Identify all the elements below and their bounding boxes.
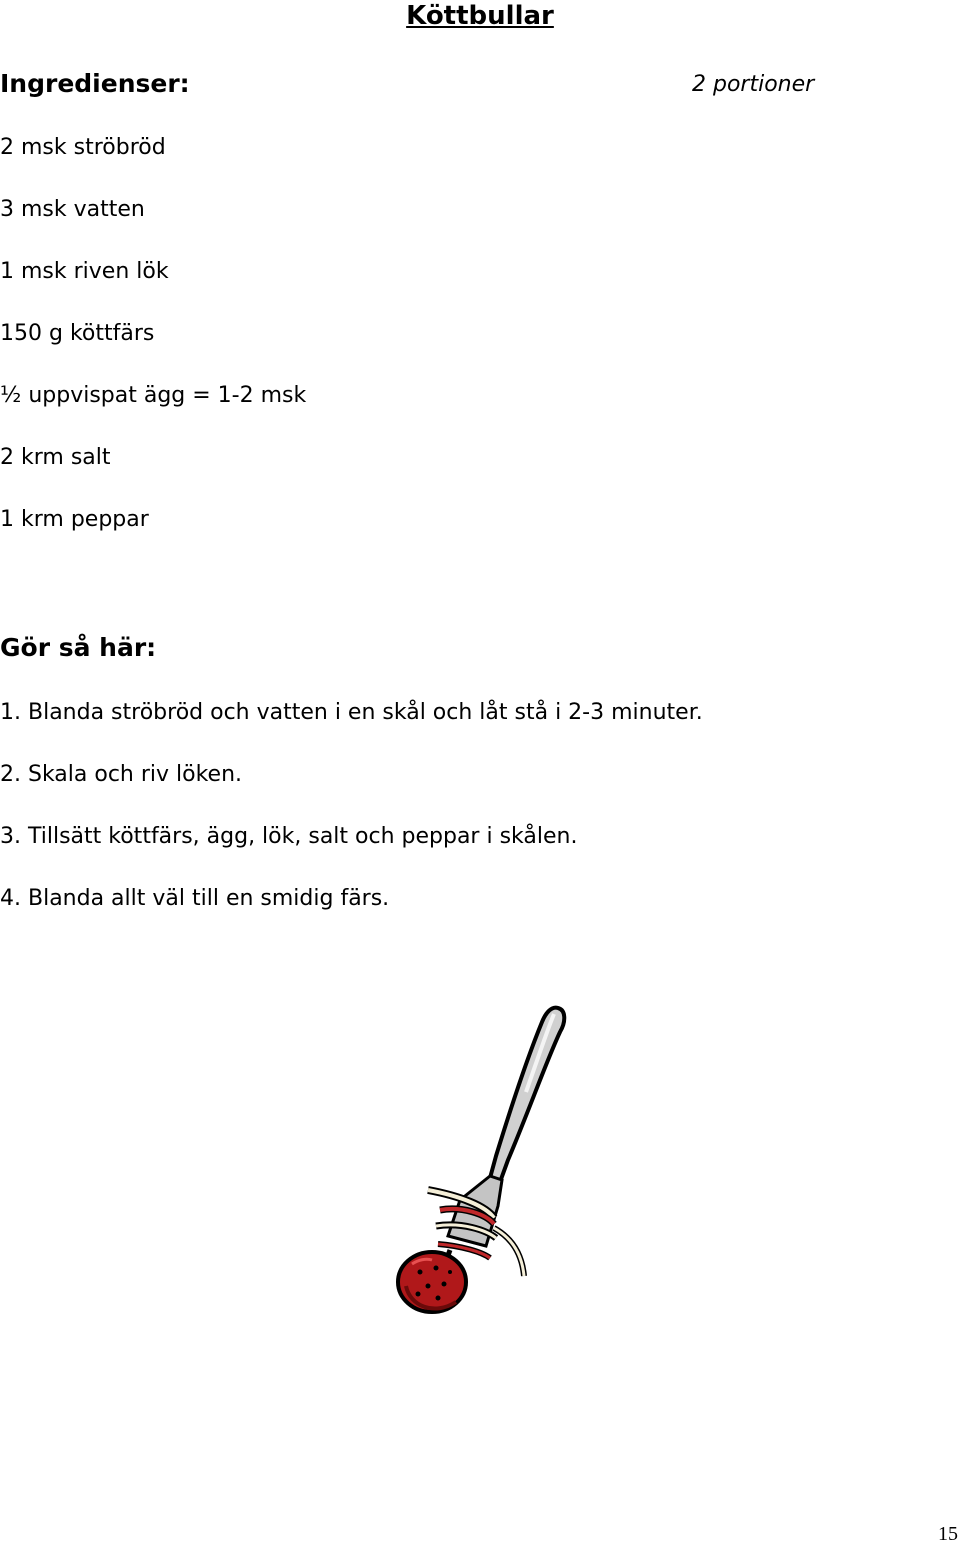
steps-list (0, 698, 703, 946)
portions-label: 2 portioner (692, 72, 815, 97)
steps-heading: Gör så här: (0, 633, 157, 662)
ingredient-item: 3 msk vatten (0, 197, 145, 222)
step-item: 3. Tillsätt köttfärs, ägg, lök, salt och peppar i skålen. (0, 824, 578, 849)
ingredient-item: ½ uppvispat ägg = 1-2 msk (0, 383, 307, 408)
ingredients-list (0, 133, 306, 567)
ingredient-item: 2 krm salt (0, 445, 111, 470)
step-item: 4. Blanda allt väl till en smidig färs. (0, 886, 390, 911)
ingredients-heading: Ingredienser: (0, 69, 190, 98)
ingredient-item: 2 msk ströbröd (0, 135, 166, 160)
page-number: 15 (938, 1523, 958, 1545)
step-item: 1. Blanda ströbröd och vatten i en skål och låt stå i 2-3 minuter. (0, 700, 703, 725)
ingredient-item: 150 g köttfärs (0, 321, 155, 346)
recipe-title: Köttbullar (406, 1, 554, 31)
ingredient-item: 1 msk riven lök (0, 259, 169, 284)
step-item: 2. Skala och riv löken. (0, 762, 243, 787)
fork-with-spaghetti-and-meatball-icon (390, 1000, 580, 1330)
ingredient-item: 1 krm peppar (0, 507, 149, 532)
